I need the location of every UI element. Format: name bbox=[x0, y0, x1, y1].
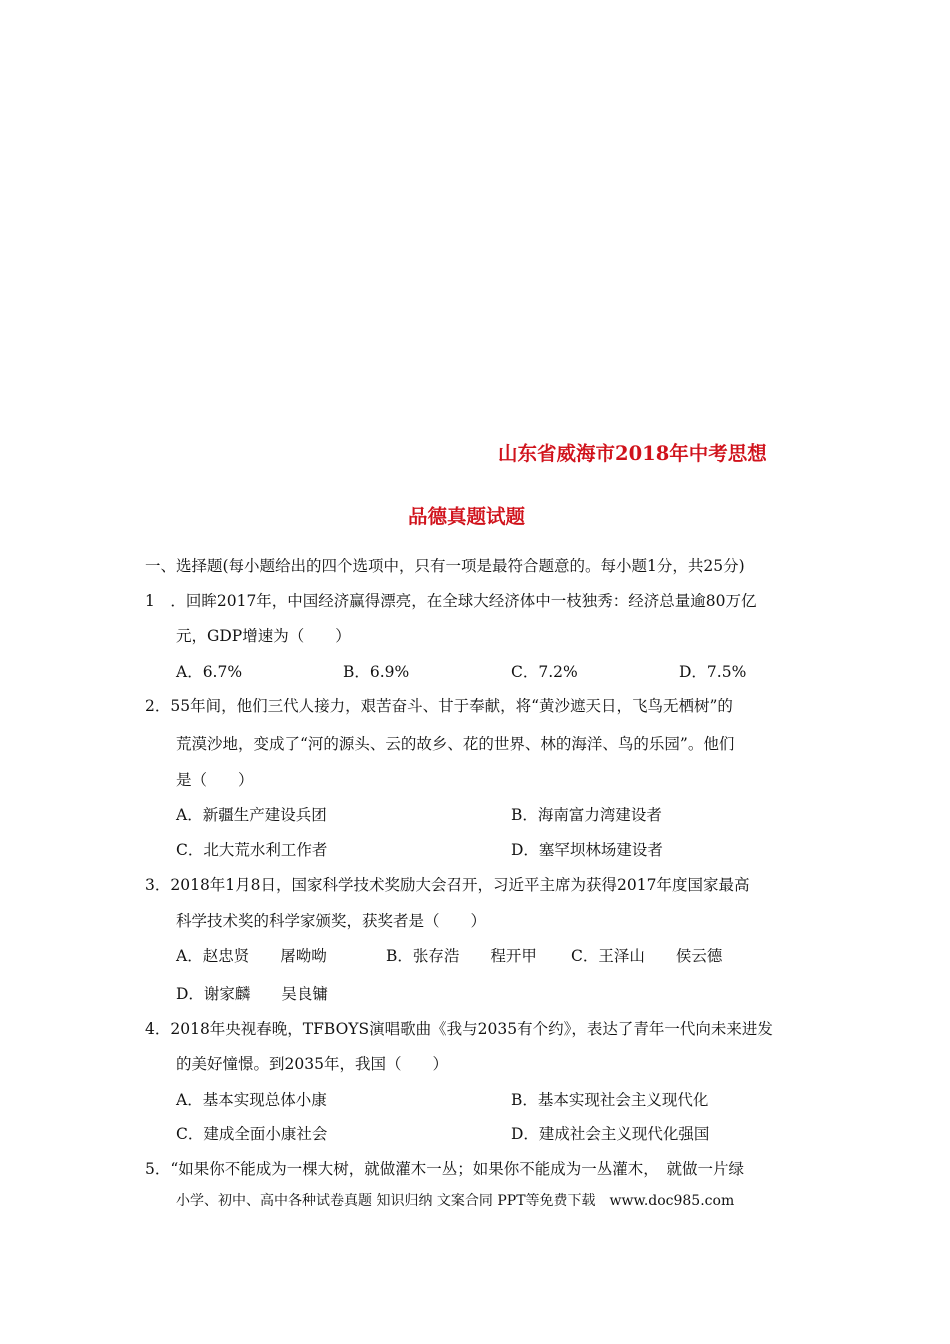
question-3-option-b: B．张存浩 程开甲 bbox=[386, 947, 537, 965]
question-4-line-1: 4．2018年央视春晚，TFBOYS演唱歌曲《我与2035有个约》，表达了青年一代向未来进发 bbox=[145, 1020, 773, 1038]
question-1-option-c: C．7.2% bbox=[511, 663, 578, 681]
question-3-line-1: 3．2018年1月8日，国家科学技术奖励大会召开，习近平主席为获得2017年度国家最高 bbox=[145, 876, 750, 894]
question-1-option-a: A．6.7% bbox=[176, 663, 243, 681]
section-heading: 一、选择题(每小题给出的四个选项中，只有一项是最符合题意的。每小题1分，共25分) bbox=[145, 557, 745, 575]
question-4-line-2: 的美好憧憬。到2035年，我国（ ） bbox=[176, 1055, 448, 1073]
question-2-option-b: B．海南富力湾建设者 bbox=[511, 806, 662, 824]
question-4-option-d: D．建成社会主义现代化强国 bbox=[511, 1125, 710, 1143]
document-title-line-1: 山东省威海市2018年中考思想 bbox=[498, 442, 767, 465]
question-2-line-1: 2．55年间，他们三代人接力，艰苦奋斗、甘于奉献，将“黄沙遮天日，飞鸟无栖树”的 bbox=[145, 697, 733, 715]
question-1-line-1: 1 ．回眸2017年，中国经济赢得漂亮，在全球大经济体中一枝独秀：经济总量逾80万亿 bbox=[145, 592, 757, 610]
question-5-line-1: 5．“如果你不能成为一棵大树，就做灌木一丛；如果你不能成为一丛灌木， 就做一片绿 bbox=[145, 1160, 745, 1178]
question-3-option-d: D．谢家麟 吴良镛 bbox=[176, 985, 328, 1003]
question-3-option-c: C．王泽山 侯云德 bbox=[571, 947, 723, 965]
question-3-line-2: 科学技术奖的科学家颁奖，获奖者是（ ） bbox=[176, 912, 487, 930]
question-1-option-d: D．7.5% bbox=[679, 663, 747, 681]
question-4-option-b: B．基本实现社会主义现代化 bbox=[511, 1091, 709, 1109]
question-2-option-c: C．北大荒水利工作者 bbox=[176, 841, 328, 859]
question-1-line-2: 元，GDP增速为（ ） bbox=[176, 627, 351, 645]
question-2-line-3: 是（ ） bbox=[176, 771, 254, 789]
question-1-option-b: B．6.9% bbox=[343, 663, 410, 681]
document-title-line-2: 品德真题试题 bbox=[408, 505, 526, 528]
question-2-option-d: D．塞罕坝林场建设者 bbox=[511, 841, 663, 859]
question-3-option-a: A．赵忠贤 屠呦呦 bbox=[176, 947, 327, 965]
question-4-option-a: A．基本实现总体小康 bbox=[176, 1091, 327, 1109]
footer-download-note: 小学、初中、高中各种试卷真题 知识归纳 文案合同 PPT等免费下载 www.doc985.com bbox=[176, 1193, 735, 1209]
question-4-option-c: C．建成全面小康社会 bbox=[176, 1125, 328, 1143]
question-2-option-a: A．新疆生产建设兵团 bbox=[176, 806, 327, 824]
question-2-line-2: 荒漠沙地，变成了“河的源头、云的故乡、花的世界、林的海洋、鸟的乐园”。他们 bbox=[176, 735, 735, 753]
